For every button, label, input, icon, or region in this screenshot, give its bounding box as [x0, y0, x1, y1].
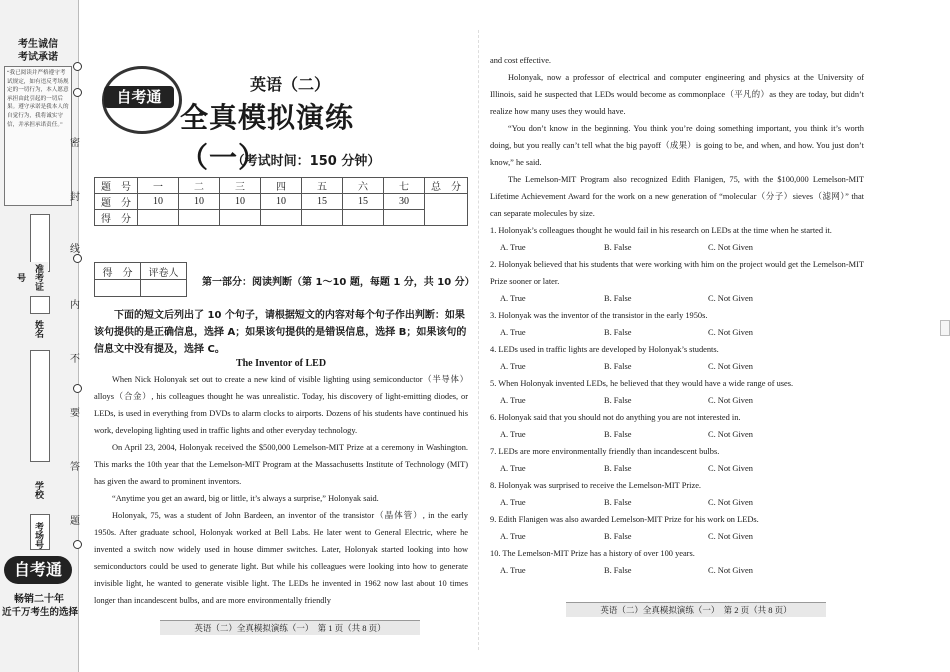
binding-hole	[73, 88, 82, 97]
row-label: 得 分	[95, 210, 138, 226]
passage-paragraph: and cost effective.	[490, 56, 552, 65]
option-b[interactable]: B. False	[604, 294, 632, 303]
option-a[interactable]: A. True	[500, 532, 526, 541]
passage-paragraph: On April 23, 2004, Holonyak received the $500,000 Lemelson-MIT Prize at a ceremony in Washington. This marks the 10th year that the Lemelson-MIT Program at the Massachusetts Institute of Technology (MIT) has given the award to prominent inventors.	[94, 443, 468, 486]
pledge-title-line-1: 考生诚信	[18, 39, 58, 50]
score-cell[interactable]	[343, 210, 384, 226]
points-cell: 30	[384, 194, 425, 210]
question-text: 4. LEDs used in traffic lights are developed by Holonyak’s students.	[490, 345, 719, 354]
option-b[interactable]: B. False	[604, 464, 632, 473]
points-cell: 10	[179, 194, 220, 210]
option-b[interactable]: B. False	[604, 532, 632, 541]
option-b[interactable]: B. False	[604, 498, 632, 507]
brand-logo-text: 自考通	[104, 86, 174, 108]
row-label: 题 分	[95, 194, 138, 210]
option-a[interactable]: A. True	[500, 566, 526, 575]
column-header: 二	[179, 178, 220, 194]
passage-right-column	[490, 52, 864, 579]
option-c[interactable]: C. Not Given	[708, 430, 753, 439]
seal-char: 封	[70, 192, 80, 203]
part1-instructions: 下面的短文后列出了 10 个句子，请根据短文的内容对每个句子作出判断：如果该句提供的是正确信息，选择 A；如果该句提供的是错误信息，选择 B；如果该句的信息文中没有提及，选择 C。	[94, 310, 467, 355]
passage-paragraph: Holonyak, now a professor of electrical and computer engineering and physics at the University of Illinois, said he suspected that LEDs would become as commonplace（平凡的）as they are today, but didn’t realize how many uses they would have.	[490, 73, 864, 116]
footer-page-1: 英语（二）全真模拟演练（一） 第 1 页（共 8 页）	[160, 620, 420, 635]
binding-hole	[73, 384, 82, 393]
row-label: 题 号	[95, 178, 138, 194]
question-item	[490, 477, 864, 511]
points-cell: 15	[343, 194, 384, 210]
score-cell[interactable]	[302, 210, 343, 226]
option-c[interactable]: C. Not Given	[708, 464, 753, 473]
grader-name-cell[interactable]	[141, 280, 187, 297]
passage-left-column	[94, 371, 468, 609]
question-item	[490, 375, 864, 409]
pledge-text: “我已阅读并严格遵守考试规定，如有违反考场规定的一切行为，本人愿意承担由此引起的一切后果。遵守承诺是我本人的自觉行为，我将诚实守信，并承担承诺责任。”	[4, 66, 72, 206]
option-c[interactable]: C. Not Given	[708, 498, 753, 507]
question-text: 8. Holonyak was surprised to receive the Lemelson-MIT Prize.	[490, 481, 702, 490]
option-c[interactable]: C. Not Given	[708, 243, 753, 252]
points-cell: 10	[261, 194, 302, 210]
option-c[interactable]: C. Not Given	[708, 566, 753, 575]
part1-heading: 第一部分：阅读判断（第 1～10 题，每题 1 分，共 10 分）	[202, 277, 475, 288]
option-b[interactable]: B. False	[604, 328, 632, 337]
binding-hole	[73, 540, 82, 549]
option-a[interactable]: A. True	[500, 430, 526, 439]
passage-paragraph: Holonyak, 75, was a student of John Bardeen, an inventor of the transistor（晶体管）, in the early 1950s. After graduate school, Holonyak worked at Bell Labs. He later went to General Electric, where he invented a switch now widely used in house dimmer switches. Later, Holonyak started looking into how semiconductors could be used to generate light. But while his colleagues were looking into how to generate invisible light, he wanted to generate visible light. The LEDs he invented in 1962 now last about 10 times longer than incandescent bulbs, and are more environmentally friendly	[94, 511, 468, 605]
seal-char: 题	[70, 516, 80, 527]
option-b[interactable]: B. False	[604, 362, 632, 371]
option-c[interactable]: C. Not Given	[708, 396, 753, 405]
total-header: 总 分	[425, 178, 468, 194]
seal-char: 要	[70, 408, 80, 419]
option-a[interactable]: A. True	[500, 294, 526, 303]
option-a[interactable]: A. True	[500, 243, 526, 252]
slogan-line-2: 近千万考生的选择	[2, 607, 79, 618]
question-text: 6. Holonyak said that you should not do anything you are not interested in.	[490, 413, 741, 422]
points-cell: 15	[302, 194, 343, 210]
option-a[interactable]: A. True	[500, 328, 526, 337]
grader-label: 评卷人	[141, 263, 187, 280]
exam-title: 全真模拟演练（一）	[180, 101, 355, 174]
grader-score-cell[interactable]	[95, 280, 141, 297]
question-item	[490, 256, 864, 307]
question-text: 7. LEDs are more environmentally friendly than incandescent bulbs.	[490, 447, 720, 456]
question-text: 9. Edith Flanigen was also awarded Lemelson-MIT Prize for his work on LEDs.	[490, 515, 759, 524]
question-text: 5. When Holonyak invented LEDs, he believed that they would have a wide range of uses.	[490, 379, 794, 388]
question-text: 1. Holonyak’s colleagues thought he would fail in his research on LEDs at the time when he started it.	[490, 226, 832, 235]
seat-label: 考场号	[34, 521, 44, 549]
score-cell[interactable]	[384, 210, 425, 226]
score-table-header-row	[95, 178, 468, 194]
question-item	[490, 511, 864, 545]
seal-char: 内	[70, 300, 80, 311]
passage-paragraph: The Lemelson-MIT Program also recognized Edith Flanigen, 75, with the $100,000 Lemelson-MIT Lifetime Achievement Award for the work on a new generation of “molecular（分子）sieves（滤网）” that can separate molecules by size.	[490, 175, 864, 218]
option-b[interactable]: B. False	[604, 430, 632, 439]
exam-time: （考试时间：150 分钟）	[231, 154, 381, 169]
school-label: 学校	[34, 481, 44, 499]
option-a[interactable]: A. True	[500, 498, 526, 507]
points-cell: 10	[138, 194, 179, 210]
total-score-cell[interactable]	[425, 194, 468, 226]
points-cell: 10	[220, 194, 261, 210]
question-item	[490, 341, 864, 375]
column-header: 四	[261, 178, 302, 194]
grader-table	[94, 262, 187, 297]
question-item	[490, 545, 864, 579]
exam-id-label: 准考证号	[30, 262, 48, 292]
question-text: 10. The Lemelson-MIT Prize has a history of over 100 years.	[490, 549, 695, 558]
slogan-line-1: 畅销二十年	[14, 594, 64, 605]
column-header: 六	[343, 178, 384, 194]
column-header: 五	[302, 178, 343, 194]
column-header: 七	[384, 178, 425, 194]
sidebar-logo: 自考通	[4, 556, 72, 584]
page-divider	[478, 30, 479, 650]
passage-title: The Inventor of LED	[235, 358, 327, 369]
seal-char: 不	[70, 354, 80, 365]
seal-char: 答	[70, 462, 80, 473]
binding-hole	[73, 254, 82, 263]
passage-paragraph: “Anytime you get an award, big or little, it’s always a surprise,” Holonyak said.	[112, 494, 379, 503]
column-header: 一	[138, 178, 179, 194]
page-edge-marker	[940, 320, 950, 336]
name-label: 姓名	[34, 320, 44, 338]
seal-char: 密	[70, 138, 80, 149]
option-b[interactable]: B. False	[604, 566, 632, 575]
score-row	[95, 210, 468, 226]
school-field[interactable]	[30, 350, 50, 462]
option-c[interactable]: C. Not Given	[708, 362, 753, 371]
points-row	[95, 194, 468, 210]
question-item	[490, 443, 864, 477]
question-text: 3. Holonyak was the inventor of the transistor in the early 1950s.	[490, 311, 708, 320]
option-a[interactable]: A. True	[500, 464, 526, 473]
footer-page-2: 英语（二）全真模拟演练（一） 第 2 页（共 8 页）	[566, 602, 826, 617]
option-b[interactable]: B. False	[604, 396, 632, 405]
score-cell[interactable]	[220, 210, 261, 226]
score-cell[interactable]	[179, 210, 220, 226]
binding-hole	[73, 62, 82, 71]
option-c[interactable]: C. Not Given	[708, 294, 753, 303]
option-b[interactable]: B. False	[604, 243, 632, 252]
question-item	[490, 307, 864, 341]
grader-score-label: 得 分	[95, 263, 141, 280]
option-c[interactable]: C. Not Given	[708, 532, 753, 541]
question-item	[490, 222, 864, 256]
passage-paragraph: “You don’t know in the beginning. You think you’re doing something important, you think it’s worth doing, but you really can’t tell what the big payoff（成果）is going to be, and when, and how. You just don’t know,” he said.	[490, 124, 864, 167]
option-a[interactable]: A. True	[500, 362, 526, 371]
pledge-title	[8, 38, 68, 64]
option-a[interactable]: A. True	[500, 396, 526, 405]
pledge-title-line-2: 考试承诺	[18, 52, 58, 63]
score-table	[94, 177, 468, 226]
subject-title: 英语（二）	[249, 75, 330, 94]
seal-char: 线	[70, 244, 80, 255]
option-c[interactable]: C. Not Given	[708, 328, 753, 337]
passage-paragraph: When Nick Holonyak set out to create a new kind of visible lighting using semiconductor（半导体）alloys（合金）, his colleagues thought he was unrealistic. Today, his discovery of light-emitting diodes, or LEDs, is used in everything from DVDs to alarm clocks to airports. Dozens of his students have continued his work, developing lighting used in traffic lights and other everyday technology.	[94, 375, 468, 435]
score-cell[interactable]	[138, 210, 179, 226]
question-text: 2. Holonyak believed that his students that were working with him on the project would get the Lemelson-MIT Prize sooner or later.	[490, 260, 864, 286]
question-item	[490, 409, 864, 443]
column-header: 三	[220, 178, 261, 194]
score-cell[interactable]	[261, 210, 302, 226]
